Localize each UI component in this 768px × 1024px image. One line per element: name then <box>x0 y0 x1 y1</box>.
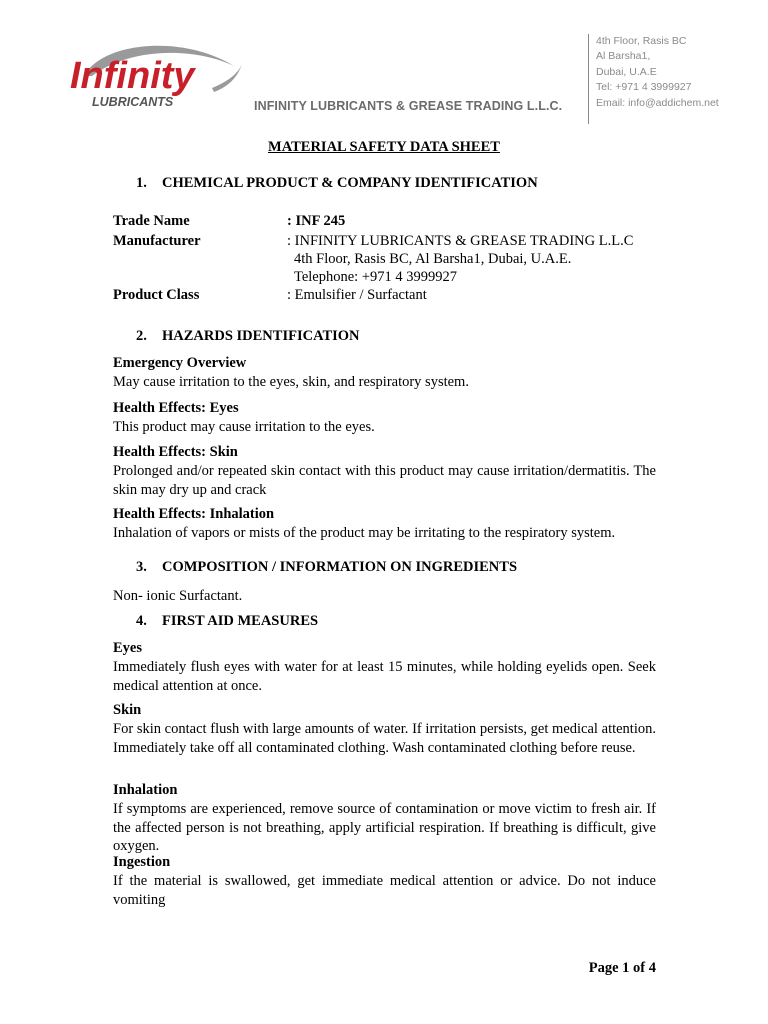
manufacturer-phone: Telephone: +971 4 3999927 <box>294 269 458 285</box>
company-address-block <box>588 34 719 124</box>
manufacturer-value: : INFINITY LUBRICANTS & GREASE TRADING L.L.C <box>287 233 634 249</box>
health-skin-text: Prolonged and/or repeated skin contact with this product may cause irritation/dermatitis. The skin may dry up and crack <box>113 463 656 498</box>
address-line: Dubai, U.A.E <box>596 65 657 78</box>
section-heading-4 <box>136 613 318 630</box>
email-line: Email: info@addichem.net <box>596 96 719 109</box>
company-name-header: INFINITY LUBRICANTS & GREASE TRADING L.L.C. <box>254 99 563 113</box>
first-aid-inhalation-heading: Inhalation <box>113 782 178 798</box>
company-logo <box>62 36 252 116</box>
section-number: 4. <box>136 613 147 629</box>
document-title: MATERIAL SAFETY DATA SHEET <box>268 139 500 155</box>
manufacturer-row <box>113 233 633 250</box>
trade-name-label: Trade Name <box>113 213 190 229</box>
page-number: Page 1 of 4 <box>588 960 656 976</box>
logo-sub-text: LUBRICANTS <box>92 95 174 109</box>
product-class-value: : Emulsifier / Surfactant <box>287 287 427 303</box>
health-inhalation-text: Inhalation of vapors or mists of the product may be irritating to the respiratory system. <box>113 525 616 541</box>
product-class-row <box>113 287 427 304</box>
section-title: COMPOSITION / INFORMATION ON INGREDIENTS <box>162 559 518 575</box>
phone-line: Tel: +971 4 3999927 <box>596 81 692 94</box>
manufacturer-address: 4th Floor, Rasis BC, Al Barsha1, Dubai, U.A.E. <box>294 251 572 267</box>
product-class-label: Product Class <box>113 287 200 303</box>
section-heading-1 <box>136 175 538 192</box>
emergency-overview-text: May cause irritation to the eyes, skin, and respiratory system. <box>113 374 469 390</box>
logo-swoosh-tail <box>212 64 242 92</box>
first-aid-inhalation-text: If symptoms are experienced, remove source of contamination or move victim to fresh air. If the affected person is not breathing, apply artificial respiration. If breathing is difficult, give oxygen. <box>113 801 656 855</box>
emergency-overview-heading: Emergency Overview <box>113 355 247 371</box>
health-skin-heading: Health Effects: Skin <box>113 444 238 460</box>
first-aid-eyes-heading: Eyes <box>113 640 142 656</box>
address-line: Al Barsha1, <box>596 50 651 63</box>
first-aid-skin-heading: Skin <box>113 702 142 718</box>
section-number: 1. <box>136 175 147 191</box>
section-heading-2 <box>136 328 360 345</box>
section-title: CHEMICAL PRODUCT & COMPANY IDENTIFICATION <box>162 175 538 191</box>
first-aid-skin-text: For skin contact flush with large amounts of water. If irritation persists, get medical attention. Immediately take off all contaminated clothing. Wash contaminated clothing before reuse. <box>113 721 656 756</box>
section-title: FIRST AID MEASURES <box>162 613 319 629</box>
logo-graphic <box>62 36 252 116</box>
first-aid-ingestion-heading: Ingestion <box>113 854 171 870</box>
health-eyes-text: This product may cause irritation to the eyes. <box>113 419 375 435</box>
trade-name-value: : INF 245 <box>287 213 346 229</box>
first-aid-eyes-text: Immediately flush eyes with water for at least 15 minutes, while holding eyelids open. Seek medical attention at once. <box>113 659 656 694</box>
health-inhalation-heading: Health Effects: Inhalation <box>113 506 275 522</box>
composition-text: Non- ionic Surfactant. <box>113 588 243 604</box>
section-number: 2. <box>136 328 147 344</box>
section-heading-3 <box>136 559 517 576</box>
section-title: HAZARDS IDENTIFICATION <box>162 328 360 344</box>
logo-main-text: Infinity <box>70 55 195 97</box>
health-eyes-heading: Health Effects: Eyes <box>113 400 239 416</box>
manufacturer-label: Manufacturer <box>113 233 201 249</box>
address-line: 4th Floor, Rasis BC <box>596 35 687 47</box>
first-aid-ingestion-text: If the material is swallowed, get immediate medical attention or advice. Do not induce vomiting <box>113 873 656 908</box>
trade-name-row <box>113 213 345 230</box>
section-number: 3. <box>136 559 147 575</box>
